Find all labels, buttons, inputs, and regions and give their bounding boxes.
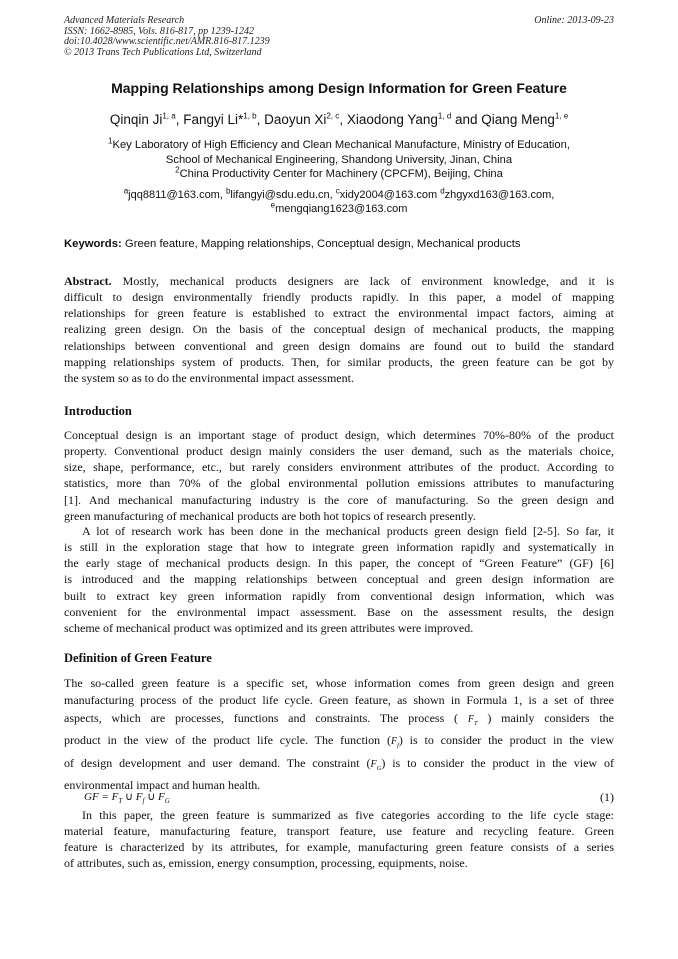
email-line-2 [0, 199, 678, 217]
author-affil-sup: 1, b [243, 111, 257, 121]
author-list [0, 112, 678, 127]
abstract-label: Abstract. [64, 274, 112, 288]
text-line: realizing green design. On the basis of the conceptual design of mechanical products, the mapping [64, 322, 614, 337]
author-name: Fangyi Li* [183, 112, 244, 127]
text-line [64, 273, 614, 289]
formula-sub: f [142, 797, 145, 806]
equation-number: (1) [600, 790, 614, 804]
author-separator: , [256, 112, 265, 127]
formula-expression [84, 790, 170, 805]
author-name: Qinqin Ji [109, 112, 163, 127]
text-line: Conceptual design is an important stage of product design, which determines 70%-80% of the product [64, 428, 614, 442]
text-line: of attributes, such as, emission, energy consumption, processing, equipments, noise. [64, 856, 468, 871]
text-line: property. Conventional product design mainly considers the user demand, such as the materials choice, [64, 444, 614, 459]
definition-paragraph [64, 675, 614, 794]
formula-1 [64, 790, 614, 808]
text-line: scheme of mechanical product was optimized and its green attributes were improved. [64, 620, 474, 635]
email-sup: d [440, 186, 445, 196]
text-line: is introduced and the mapping relationships between conceptual and green design information are [64, 572, 614, 587]
text-line: statistics, more than 70% of the global environmental pollution emissions attributes to manufacturing [64, 476, 614, 491]
keywords-label: Keywords: [64, 238, 122, 250]
symbol-base: F [467, 713, 474, 725]
affiliation-sup: 2 [175, 165, 180, 175]
author-affil-sup: 2, c [326, 111, 340, 121]
affiliation-text: Key Laboratory of High Efficiency and Clean Mechanical Manufacture, Ministry of Education, [112, 139, 570, 151]
text-line: difficult to design environmentally friendly products rapidly. In this paper, a model of mapping [64, 290, 614, 305]
copyright-line: © 2013 Trans Tech Publications Ltd, Switzerland [64, 46, 262, 58]
text-line: size, shape, performance, etc., but rarely considers environment attributes of the product. According to [64, 460, 614, 475]
affiliations [0, 138, 678, 182]
text-line: A lot of research work has been done in the mechanical products green design field [2-5]. So far, it [82, 524, 614, 538]
formula-lhs: GF = [84, 791, 112, 803]
email-sup: c [335, 186, 340, 196]
introduction-paragraph-1 [64, 427, 614, 524]
text-line: mapping relationships system of products. Then, for similar products, the green feature can be got by [64, 354, 614, 369]
text-fragment: of design development and user demand. The constraint ( [64, 755, 371, 770]
text-line: [1]. And mechanical manufacturing industry is the core of manufacturing. So the green design and [64, 492, 614, 507]
text-line [64, 710, 614, 732]
text-line: green manufacturing of mechanical products are both hot topics of research presently. [64, 508, 476, 523]
keywords-line [64, 238, 521, 250]
text-line: feature is characterized by its attributes, for example, manufacturing green feature consists of a series [64, 840, 614, 855]
online-date: Online: 2013-09-23 [534, 15, 614, 26]
text-line: built to extract key green information rapidly from conventional design information, which was [64, 588, 614, 603]
constraint-symbol [371, 759, 382, 770]
text-line: The so-called green feature is a specific set, whose information comes from green design and green [64, 676, 614, 690]
affiliation-1-cont: School of Mechanical Engineering, Shandong University, Jinan, China [165, 153, 513, 166]
text-line: In this paper, the green feature is summarized as five categories according to the life cycle stage: [82, 808, 614, 822]
author-separator: , [175, 112, 184, 127]
union-operator: ∪ [144, 791, 159, 803]
process-symbol [468, 714, 478, 725]
email-sup: b [225, 186, 231, 196]
email-address: mengqiang1623@163.com [275, 202, 408, 215]
text-line: environmental impact and human health. [64, 778, 261, 793]
introduction-heading: Introduction [64, 404, 132, 418]
author-emails [0, 186, 678, 216]
author-affil-sup: 1, d [437, 111, 452, 121]
text-line: relationships for green feature is established to extract the environmental impact factors, aiming at [64, 306, 614, 321]
text-line: relationships between conventional and green design domains are found out to build the standard [64, 338, 614, 353]
union-operator: ∪ [122, 791, 136, 803]
text-line [64, 732, 614, 754]
symbol-base: F [370, 758, 377, 770]
symbol-sub: G [376, 764, 382, 772]
definition-heading: Definition of Green Feature [64, 651, 212, 665]
text-fragment: ) mainly considers the [487, 710, 614, 725]
formula-term: F [135, 791, 143, 803]
journal-name: Advanced Materials Research [64, 15, 185, 26]
email-address: lifangyi@sdu.edu.cn, [230, 189, 336, 201]
introduction-paragraph-2 [64, 523, 614, 636]
doi-line: doi:10.4028/www.scientific.net/AMR.816-817.1239 [64, 36, 270, 48]
definition-paragraph-2 [64, 807, 614, 872]
keywords-text: Green feature, Mapping relationships, Conceptual design, Mechanical products [121, 238, 521, 250]
abstract-text: Mostly, mechanical products designers are lack of environment knowledge, and it is [111, 274, 614, 288]
email-sup: e [270, 199, 276, 209]
text-line: manufacturing process of the product life cycle. Green feature, as shown in Formula 1, is a set of three [64, 693, 614, 708]
text-line: the early stage of mechanical products design. In this paper, the concept of “Green Feature” (GF) [6] [64, 556, 614, 571]
text-fragment: ) is to consider the product in the view of [381, 755, 614, 770]
author-affil-sup: 1, a [162, 111, 176, 121]
formula-sub: T [118, 797, 123, 806]
author-name: Qiang Meng [481, 112, 555, 127]
formula-term: F [158, 791, 165, 803]
journal-header [64, 16, 270, 58]
email-address: xidy2004@163.com [339, 189, 441, 201]
affiliation-text: China Productivity Center for Machinery (CPCFM), Beijing, China [179, 168, 503, 181]
formula-term: F [111, 791, 119, 803]
paper-title: Mapping Relationships among Design Information for Green Feature [111, 80, 567, 96]
text-line: convenient for the environmental impact assessment. Base on the assessment results, the design [64, 604, 614, 619]
author-separator: and [451, 112, 482, 127]
formula-sub: G [164, 797, 170, 806]
affiliation-sup: 1 [108, 136, 113, 146]
author-name: Daoyun Xi [264, 112, 327, 127]
author-name: Xiaodong Yang [346, 112, 438, 127]
author-separator: , [339, 112, 347, 127]
symbol-base: F [390, 736, 398, 748]
text-line [64, 755, 614, 777]
email-line-1 [0, 186, 678, 203]
email-address: zhgyxd163@163.com, [444, 189, 555, 201]
text-line: is still in the exploration stage that how to integrate green information rapidly and systematically in [64, 540, 614, 555]
text-line: material feature, manufacturing feature, transport feature, use feature and recycling feature. Green [64, 824, 614, 839]
function-symbol [390, 736, 399, 750]
symbol-sub: T [473, 719, 478, 727]
text-fragment: aspects, which are processes, functions and constraints. The process ( [64, 710, 459, 725]
abstract-paragraph [64, 273, 614, 386]
text-fragment: ) is to consider the product in the view [398, 733, 614, 748]
affiliation-1 [0, 138, 678, 153]
affiliation-2 [0, 167, 678, 182]
email-address: jqq8811@163.com, [128, 189, 226, 201]
issn-line: ISSN: 1662-8985, Vols. 816-817, pp 1239-1242 [64, 25, 254, 37]
text-line: the system so as to do the environmental impact assessment. [64, 370, 354, 385]
symbol-sub: f [397, 742, 399, 750]
author-affil-sup: 1, e [554, 111, 569, 121]
email-sup: a [123, 186, 129, 196]
text-fragment: product in the view of the product life cycle. The function ( [64, 733, 391, 748]
